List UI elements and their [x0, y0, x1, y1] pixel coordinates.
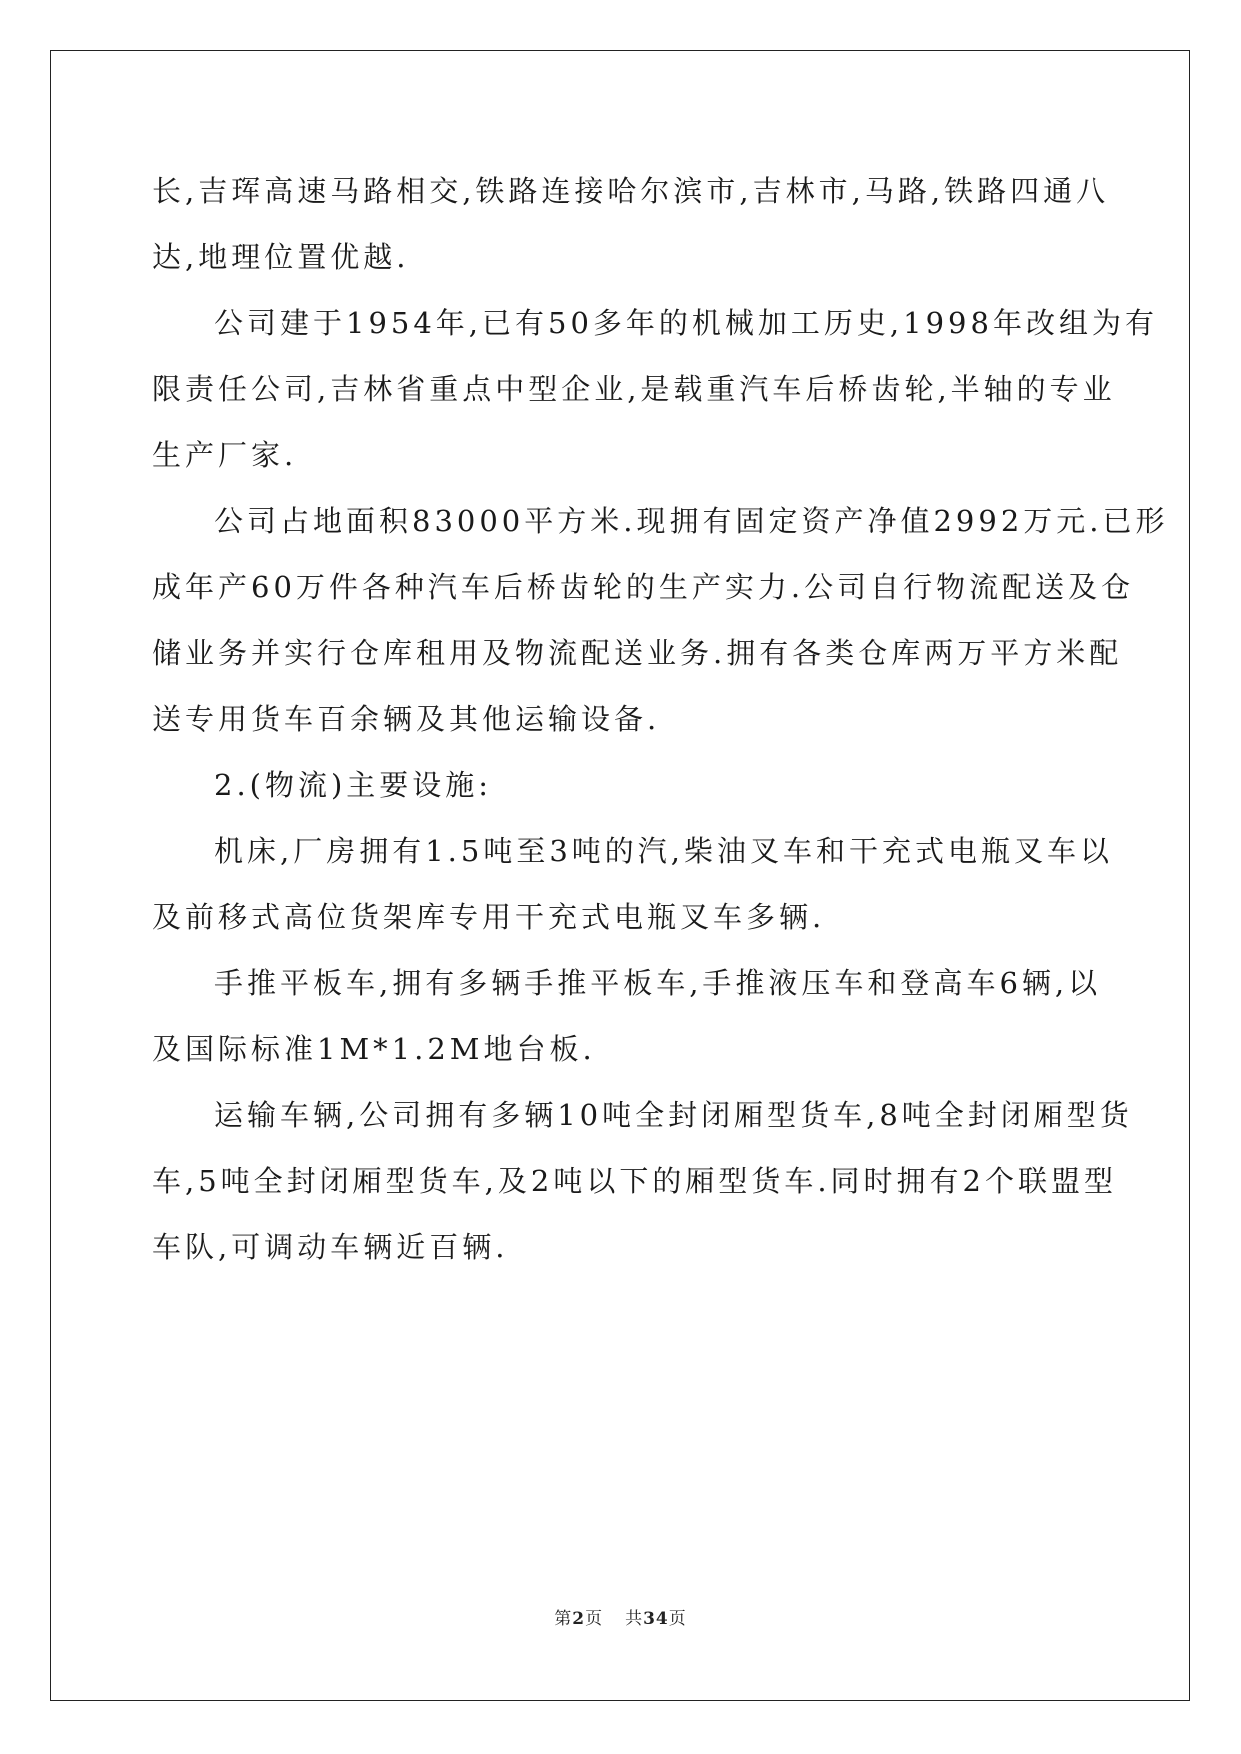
paragraph-location: [152, 158, 1110, 290]
paragraph-vehicles: [152, 1082, 1133, 1280]
text-line: 及国际标准1M*1.2M地台板.: [152, 1032, 596, 1066]
text-line: 生产厂家.: [152, 438, 298, 472]
paragraph-company-history: [152, 290, 1158, 488]
page-number: 第2页: [554, 1609, 604, 1629]
paragraph-company-assets: [152, 488, 1169, 752]
text-line: 及前移式高位货架库专用干充式电瓶叉车多辆.: [152, 900, 826, 934]
text-line: 运输车辆,公司拥有多辆10吨全封闭厢型货车,8吨全封闭厢型货: [214, 1098, 1133, 1132]
text-line: 储业务并实行仓库租用及物流配送业务.拥有各类仓库两万平方米配: [152, 636, 1123, 670]
text-line: 车,5吨全封闭厢型货车,及2吨以下的厢型货车.同时拥有2个联盟型: [152, 1164, 1118, 1198]
paragraph-forklifts: [152, 818, 1114, 950]
text-line: 车队,可调动车辆近百辆.: [152, 1230, 509, 1264]
text-line: 手推平板车,拥有多辆手推平板车,手推液压车和登高车6辆,以: [214, 966, 1102, 1000]
page-footer: [0, 1604, 1241, 1629]
text-line: 达,地理位置优越.: [152, 240, 410, 274]
text-line: 限责任公司,吉林省重点中型企业,是载重汽车后桥齿轮,半轴的专业: [152, 372, 1116, 406]
paragraph-hand-carts: [152, 950, 1102, 1082]
text-line: 成年产60万件各种汽车后桥齿轮的生产实力.公司自行物流配送及仓: [152, 570, 1135, 604]
total-pages: 共34页: [625, 1609, 687, 1629]
text-line: 送专用货车百余辆及其他运输设备.: [152, 702, 661, 736]
text-line: 2.(物流)主要设施:: [214, 768, 493, 802]
text-line: 公司占地面积83000平方米.现拥有固定资产净值2992万元.已形: [214, 504, 1169, 538]
text-line: 长,吉珲高速马路相交,铁路连接哈尔滨市,吉林市,马路,铁路四通八: [152, 174, 1110, 208]
document-body: [152, 158, 1169, 1280]
text-line: 机床,厂房拥有1.5吨至3吨的汽,柴油叉车和干充式电瓶叉车以: [214, 834, 1114, 868]
section-heading: [152, 752, 1087, 818]
text-line: 公司建于1954年,已有50多年的机械加工历史,1998年改组为有: [214, 306, 1158, 340]
